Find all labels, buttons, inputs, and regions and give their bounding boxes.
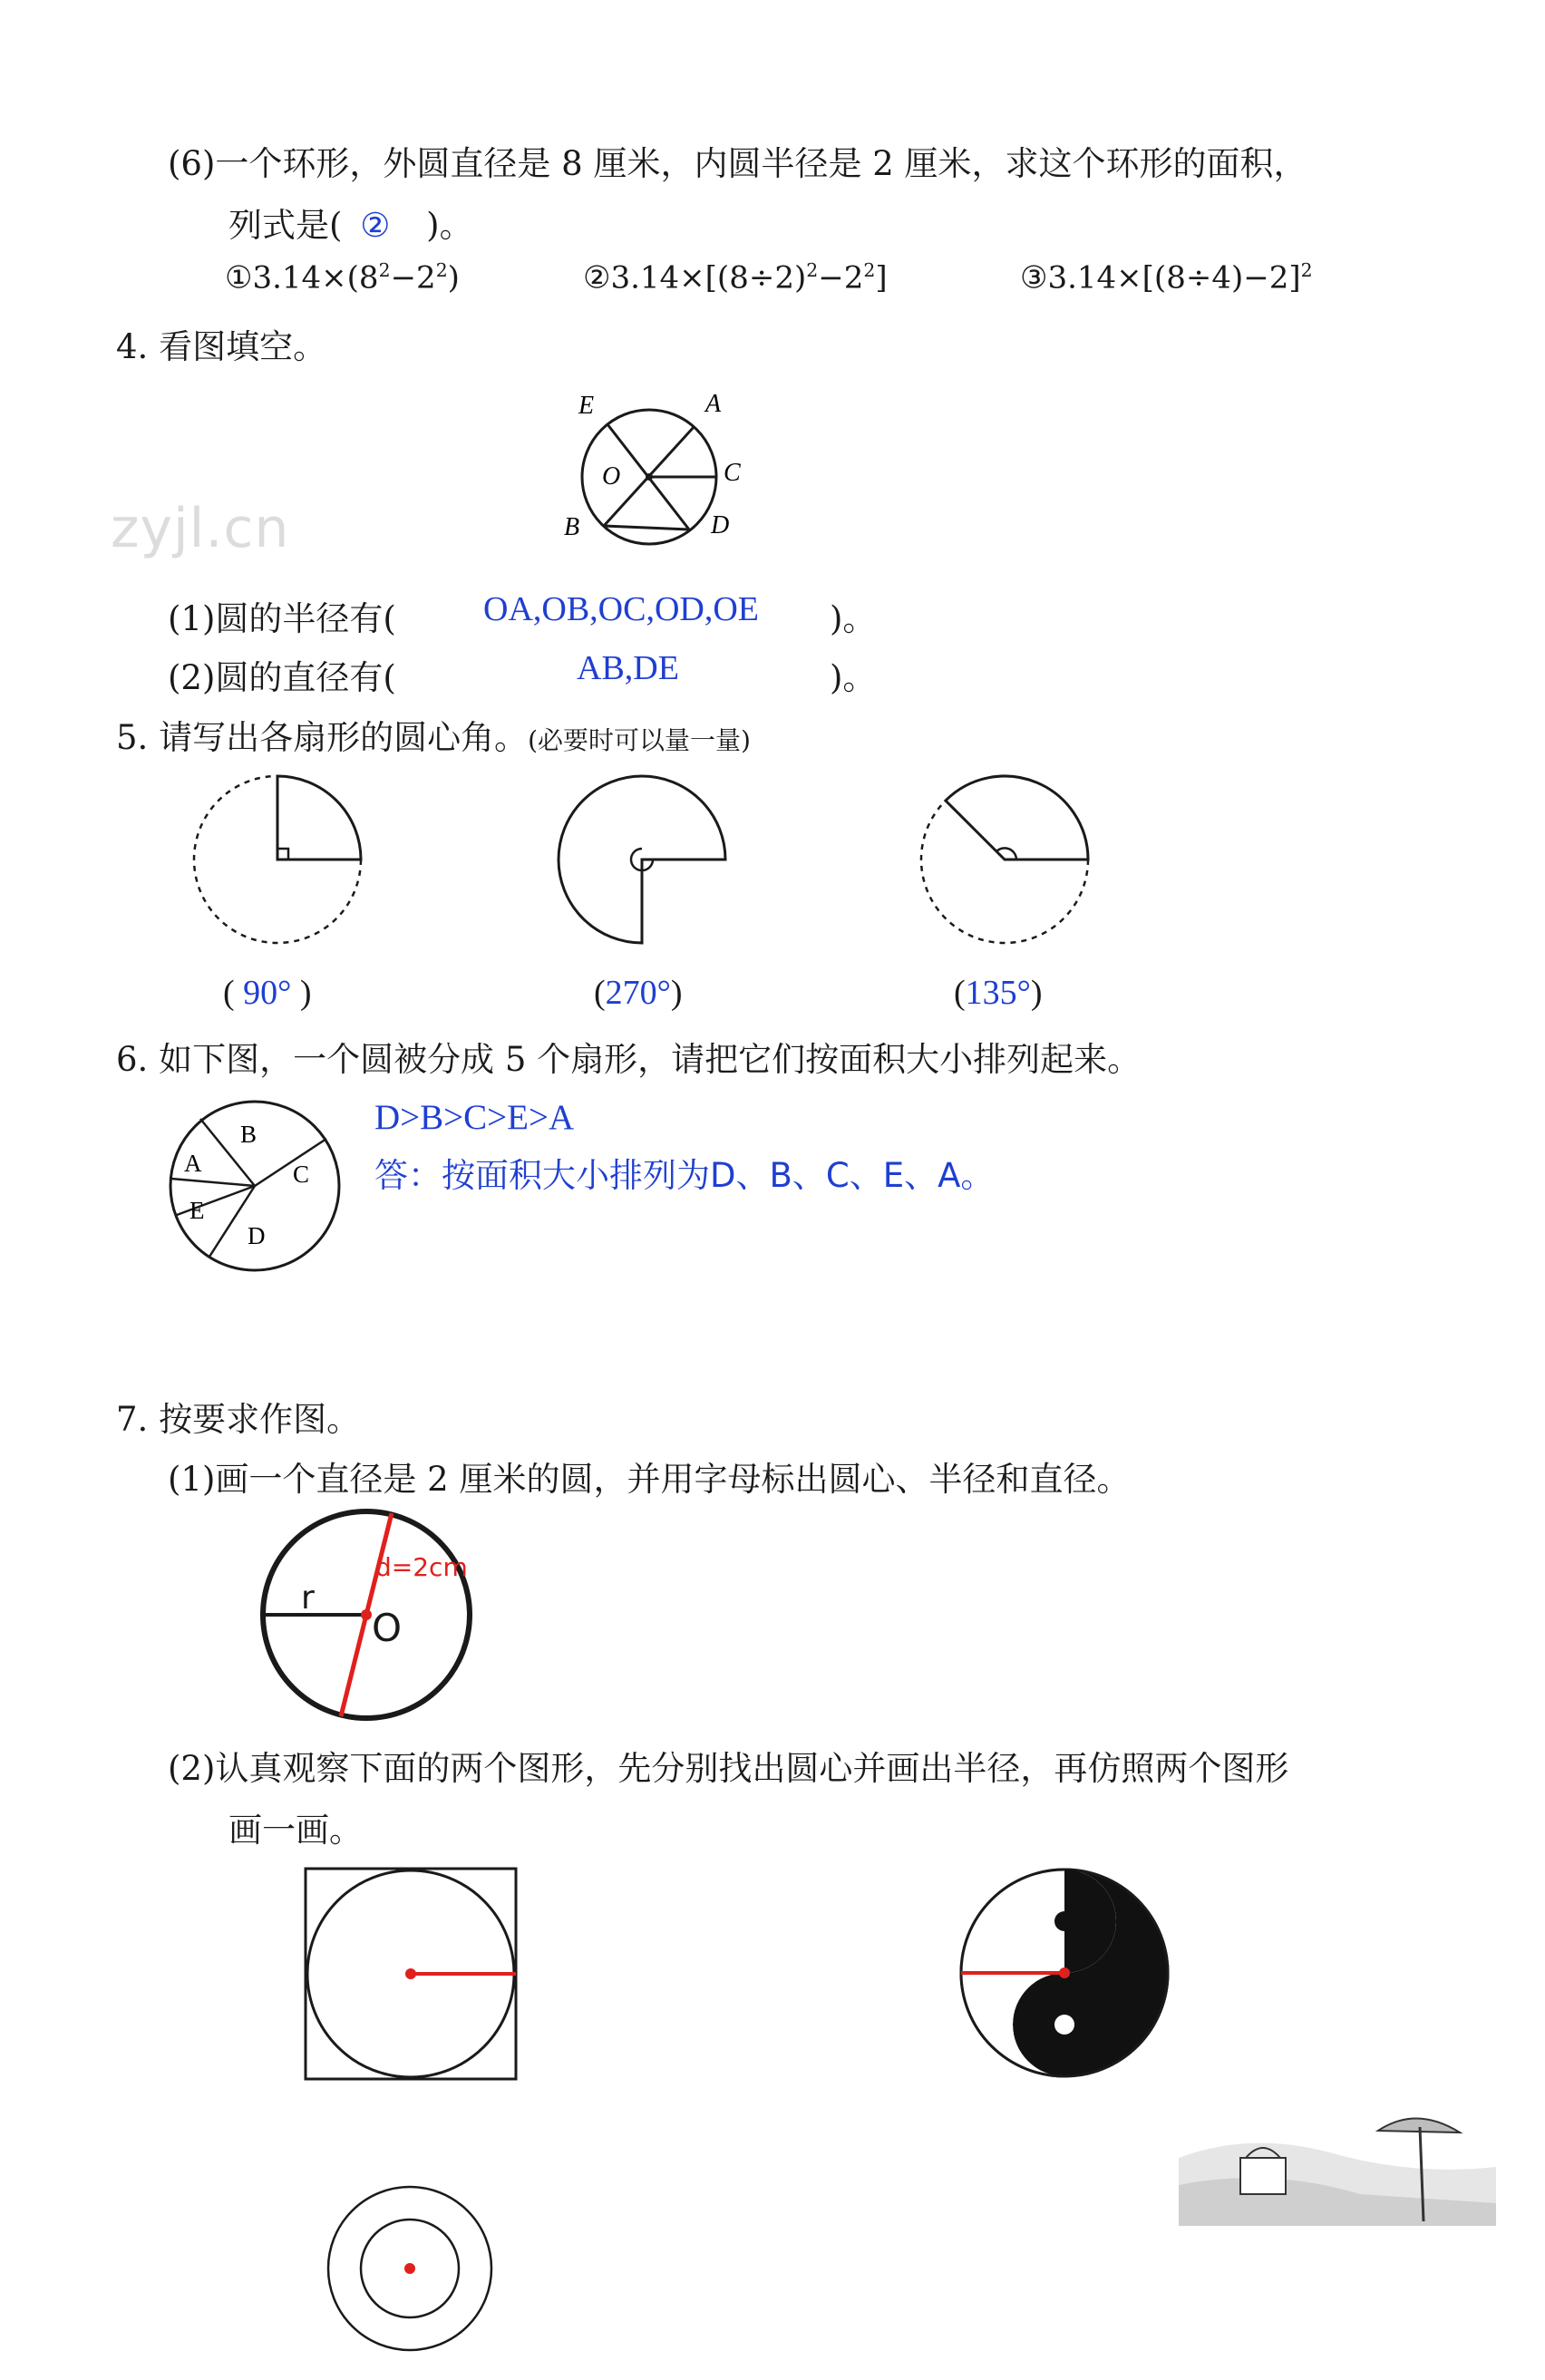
angle1-open: ( (223, 974, 235, 1012)
q7-diameter-label: d=2cm (375, 1552, 468, 1582)
q4-sub1-prefix: (1)圆的半径有( (168, 599, 396, 638)
angle2-open: ( (594, 974, 606, 1012)
q4-sub1 (168, 591, 396, 640)
q6-line2-suffix: )。 (426, 206, 473, 245)
angle3-close: ) (1030, 974, 1043, 1012)
sector-270-figure (555, 778, 736, 959)
angle3-value: 135° (965, 974, 1031, 1012)
pie-divider-3 (255, 1139, 326, 1186)
opt1-base: ①3.14×(8 (225, 259, 379, 296)
q5-note: (必要时可以量一量) (528, 725, 751, 755)
pie-divider-1 (171, 1179, 255, 1186)
q4-sub2-suffix: )。 (830, 658, 877, 697)
q4-sub1-answer: OA,OB,OC,OD,OE (483, 590, 759, 628)
beach-decoration-icon (1179, 2113, 1496, 2226)
opt1-mid: −2 (390, 259, 436, 296)
angle1-value: 90° (243, 974, 292, 1012)
sector-270-answer (594, 973, 683, 1013)
opt2-exp1: 2 (806, 259, 819, 281)
angle1-close: ) (299, 974, 312, 1012)
opt2-exp2: 2 (863, 259, 876, 281)
sector-90-figure (190, 778, 372, 959)
q4-label-b: B (564, 513, 580, 541)
opt2-mid: −2 (818, 259, 864, 296)
q4-chord-bd (604, 526, 689, 529)
opt2-end: ] (875, 259, 888, 296)
angle3-open: ( (954, 974, 966, 1012)
q4-sub2 (168, 650, 396, 699)
q4-label-d: D (711, 511, 730, 539)
q6-line1: (6)一个环形，外圆直径是 8 厘米，内圆半径是 2 厘米，求这个环形的面积， (168, 144, 1307, 183)
q7-radius-label: r (301, 1579, 315, 1617)
angle2-close: ) (670, 974, 683, 1012)
sector-90-answer (223, 973, 312, 1013)
q5-title (116, 710, 751, 759)
opt3-base: ③3.14×[(8÷4)−2] (1020, 259, 1301, 296)
q7-sub2-line1: (2)认真观察下面的两个图形，先分别找出圆心并画出半径，再仿照两个图形 (168, 1749, 1289, 1788)
square-center-dot (405, 1968, 416, 1979)
yin-yang-black-dot (1054, 1911, 1074, 1931)
opt1-exp1: 2 (378, 259, 391, 281)
sector-270-shape (559, 776, 725, 943)
q7-center-dot (361, 1609, 372, 1620)
q7-sub2-line2: 画一画。 (228, 1811, 363, 1850)
angle2-value: 270° (605, 974, 671, 1012)
q4-label-o: O (602, 462, 621, 491)
q4-circle-figure (562, 390, 762, 549)
pie-label-d: D (248, 1222, 266, 1249)
q7-sub1: (1)画一个直径是 2 厘米的圆，并用字母标出圆心、半径和直径。 (168, 1460, 1131, 1499)
pie-label-c: C (293, 1161, 310, 1188)
q4-sub2-answer: AB,DE (577, 649, 679, 687)
opt1-end: ) (447, 259, 460, 296)
q6b-answer-sentence: 答：按面积大小排列为D、B、C、E、A。 (374, 1156, 995, 1195)
q4-title: 4. 看图填空。 (116, 327, 327, 366)
yin-yang-center-dot (1059, 1967, 1070, 1978)
pie-figure (168, 1099, 349, 1280)
opt3-exp: 2 (1300, 259, 1313, 281)
concentric-center-dot (404, 2263, 415, 2274)
opt1-exp2: 2 (435, 259, 448, 281)
circle-in-square-figure (303, 1866, 520, 2084)
pie-label-b: B (240, 1121, 258, 1148)
q4-sub2-prefix: (2)圆的直径有( (168, 658, 396, 697)
q6-line2 (228, 198, 473, 247)
q6b-title: 6. 如下图，一个圆被分成 5 个扇形，请把它们按面积大小排列起来。 (116, 1040, 1142, 1079)
q6-option-2 (583, 259, 888, 296)
q4-center-dot (646, 473, 653, 481)
q6-answer: ② (360, 208, 391, 245)
yin-yang-white-dot (1054, 2015, 1074, 2035)
sector-135-shape (946, 776, 1088, 860)
sector-135-answer (954, 973, 1043, 1013)
opt2-base: ②3.14×[(8÷2) (583, 259, 807, 296)
q6b-answer-order: D>B>C>E>A (374, 1098, 575, 1137)
sector-90-shape (277, 776, 361, 860)
q4-sub1-suffix: )。 (830, 599, 877, 638)
pie-label-a: A (184, 1150, 202, 1177)
q7-drawn-circle (250, 1507, 486, 1724)
q4-label-e: E (578, 392, 595, 420)
q4-label-c: C (724, 459, 741, 487)
q6-line2-prefix: 列式是( (228, 206, 343, 245)
bucket-shape (1240, 2158, 1286, 2194)
q7-center-label: O (372, 1606, 403, 1650)
concentric-circles-figure (326, 2185, 499, 2357)
watermark: zyjl.cn (111, 497, 290, 560)
sector-135-figure (918, 778, 1099, 959)
q5-title-text: 5. 请写出各扇形的圆心角。 (116, 718, 529, 757)
pie-divider-5 (177, 1186, 255, 1215)
q6-option-1 (225, 259, 460, 296)
q4-label-a: A (705, 390, 722, 418)
q7-title: 7. 按要求作图。 (116, 1400, 361, 1439)
pie-label-e: E (189, 1197, 205, 1224)
q6-option-3 (1020, 259, 1313, 296)
yin-yang-figure (957, 1866, 1175, 2084)
